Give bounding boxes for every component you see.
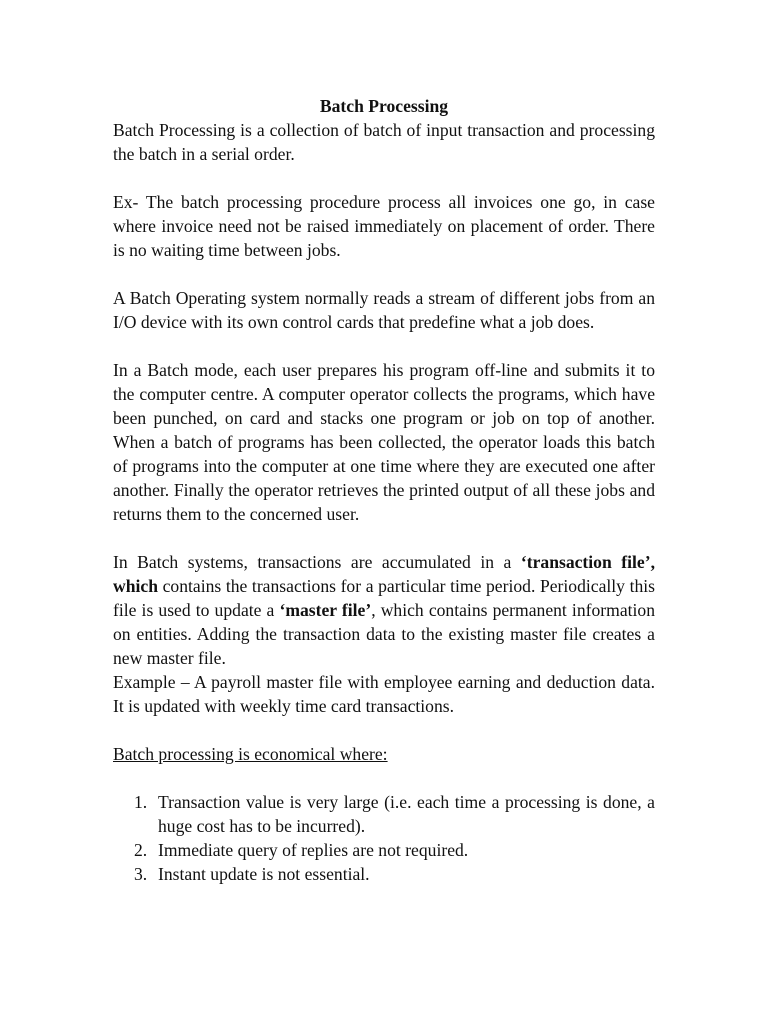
paragraph-gap: [113, 766, 655, 790]
list-item-number: 3.: [134, 864, 148, 884]
batch-systems-paragraph: [113, 550, 655, 670]
example-paragraph: Ex- The batch processing procedure process all invoices one go, in case where invoice need not be raised immediately on placement of order. There is no waiting time between jobs.: [113, 192, 655, 260]
list-item-text: Instant update is not essential.: [158, 864, 370, 884]
paragraph-gap: [113, 334, 655, 358]
paragraph-gap: [113, 166, 655, 190]
paragraph-gap: [113, 526, 655, 550]
definition-paragraph: Batch Processing is a collection of batch of input transaction and processing the batch in a serial order.: [113, 120, 655, 164]
systems-text-2: contains the transactions for a particular time period. Periodically this file is used to update a: [113, 576, 655, 620]
batch-mode-paragraph: In a Batch mode, each user prepares his program off-line and submits it to the computer centre. A computer operator collects the programs, which have been punched, on card and stacks one program or job on top of another. When a batch of programs has been collected, the operator loads this batch of programs into the computer at one time where they are executed one after another. Finally the operator retrieves the printed output of all these jobs and returns them to the concerned user.: [113, 360, 655, 524]
page-title: Batch Processing: [319, 96, 449, 116]
list-item: [134, 862, 655, 886]
paragraph-gap: [113, 718, 655, 742]
list-item: [134, 790, 655, 838]
list-item-text: Transaction value is very large (i.e. each time a processing is done, a huge cost has to be incurred).: [158, 792, 655, 836]
list-item-text: Immediate query of replies are not required.: [158, 840, 469, 860]
transaction-file-term: ‘transaction file’, which: [113, 552, 655, 596]
systems-text-1: In Batch systems, transactions are accumulated in a: [113, 552, 521, 572]
master-file-term: ‘master file’: [279, 600, 372, 620]
systems-text-3: , which contains permanent information on entities. Adding the transaction data to the existing master file creates a new master file.: [113, 600, 655, 668]
list-item-number: 2.: [134, 840, 148, 860]
economical-list: [113, 790, 655, 886]
economical-heading: Batch processing is economical where:: [113, 744, 388, 764]
os-paragraph: A Batch Operating system normally reads a stream of different jobs from an I/O device with its own control cards that predefine what a job does.: [113, 288, 655, 332]
document-page: [113, 94, 655, 886]
paragraph-gap: [113, 262, 655, 286]
payroll-example-paragraph: Example – A payroll master file with employee earning and deduction data. It is updated with weekly time card transactions.: [113, 672, 655, 716]
list-item: [134, 838, 655, 862]
list-item-number: 1.: [134, 792, 148, 812]
